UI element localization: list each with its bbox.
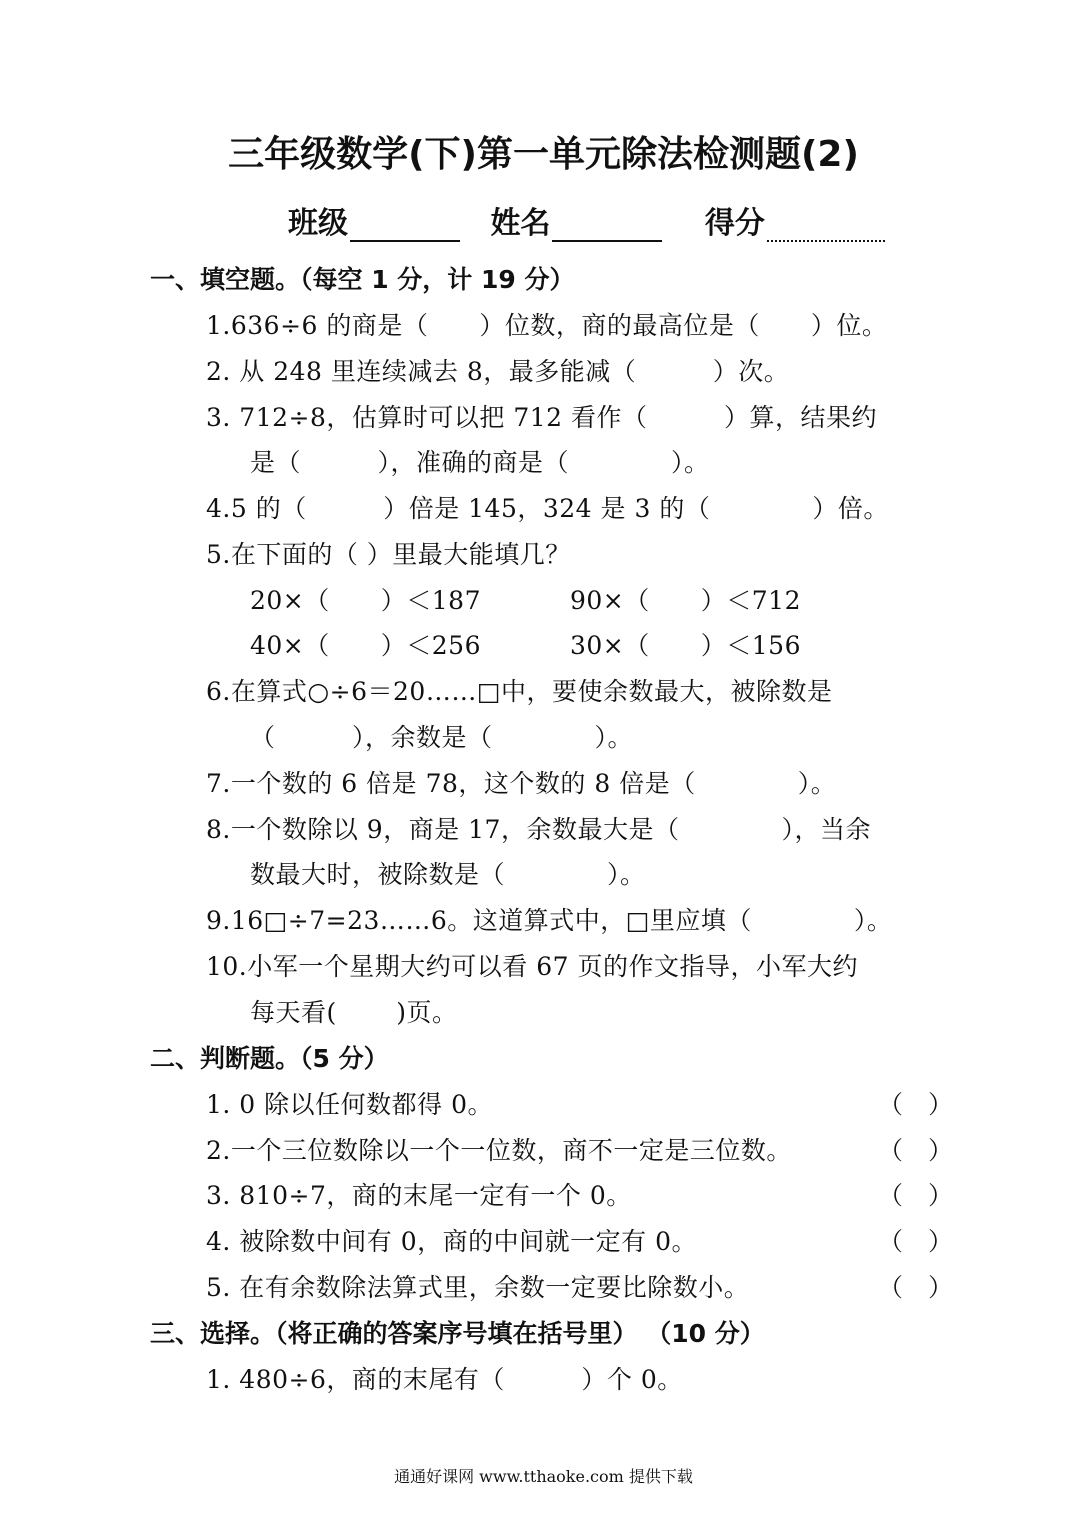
fill-question-4: 4.5 的（ ）倍是 145，324 是 3 的（ ）倍。 [206,494,889,523]
judge-question-3: 3. 810÷7，商的末尾一定有一个 0。 [206,1181,632,1210]
section-fill-heading: 一、填空题。（每空 1 分，计 19 分） [150,265,575,294]
student-info-row [288,198,905,242]
fill-question-8-cont: 数最大时，被除数是（ ）。 [250,860,646,889]
name-blank[interactable] [552,212,662,242]
fill-question-7: 7.一个数的 6 倍是 78，这个数的 8 倍是（ ）。 [206,769,837,798]
section-choice-heading: 三、选择。（将正确的答案序号填在括号里） （10 分） [150,1319,765,1348]
fill-question-6-cont: （ ），余数是（ ）。 [250,723,634,752]
class-label: 班级 [288,206,348,241]
class-blank[interactable] [350,212,460,242]
fill-question-5d: 30×（ ）＜156 [570,631,801,660]
fill-question-5: 5.在下面的（ ）里最大能填几？ [206,540,571,569]
judge-answer-5[interactable]: （ ） [878,1273,954,1302]
class-field [288,198,460,242]
page-footer: 通通好课网 www.tthaoke.com 提供下载 [394,1467,693,1486]
judge-answer-3[interactable]: （ ） [878,1181,954,1210]
judge-question-1: 1. 0 除以任何数都得 0。 [206,1090,494,1119]
fill-question-5c: 40×（ ）＜256 [250,631,481,660]
name-field [490,198,662,242]
score-label: 得分 [704,206,765,241]
fill-question-3: 3. 712÷8，估算时可以把 712 看作（ ）算，结果约 [206,403,877,432]
fill-question-3-cont: 是（ ），准确的商是（ ）。 [250,448,710,477]
fill-question-6: 6.在算式○÷6＝20……□中，要使余数最大，被除数是 [206,677,833,706]
score-field [705,198,885,242]
judge-answer-4[interactable]: （ ） [878,1227,954,1256]
name-label: 姓名 [490,206,551,241]
judge-question-5: 5. 在有余数除法算式里，余数一定要比除数小。 [206,1273,750,1302]
judge-question-4: 4. 被除数中间有 0，商的中间就一定有 0。 [206,1227,698,1256]
score-blank[interactable] [767,212,885,242]
choice-question-1: 1. 480÷6，商的末尾有（ ）个 0。 [206,1365,683,1394]
judge-answer-1[interactable]: （ ） [878,1090,954,1119]
judge-question-2: 2.一个三位数除以一个一位数，商不一定是三位数。 [206,1136,792,1165]
section-judge-heading: 二、判断题。（5 分） [150,1044,389,1073]
fill-question-10-cont: 每天看( )页。 [250,998,458,1027]
page-title: 三年级数学(下)第一单元除法检测题(2) [228,134,859,175]
fill-question-9: 9.16□÷7=23……6。这道算式中，□里应填（ ）。 [206,906,893,935]
fill-question-2: 2. 从 248 里连续减去 8，最多能减（ ）次。 [206,357,790,386]
fill-question-10: 10.小军一个星期大约可以看 67 页的作文指导，小军大约 [206,952,858,981]
fill-question-5a: 20×（ ）＜187 [250,586,481,615]
fill-question-8: 8.一个数除以 9，商是 17，余数最大是（ ），当余 [206,815,871,844]
fill-question-1: 1.636÷6 的商是（ ）位数，商的最高位是（ ）位。 [206,311,888,340]
fill-question-5b: 90×（ ）＜712 [570,586,801,615]
judge-answer-2[interactable]: （ ） [878,1136,954,1165]
